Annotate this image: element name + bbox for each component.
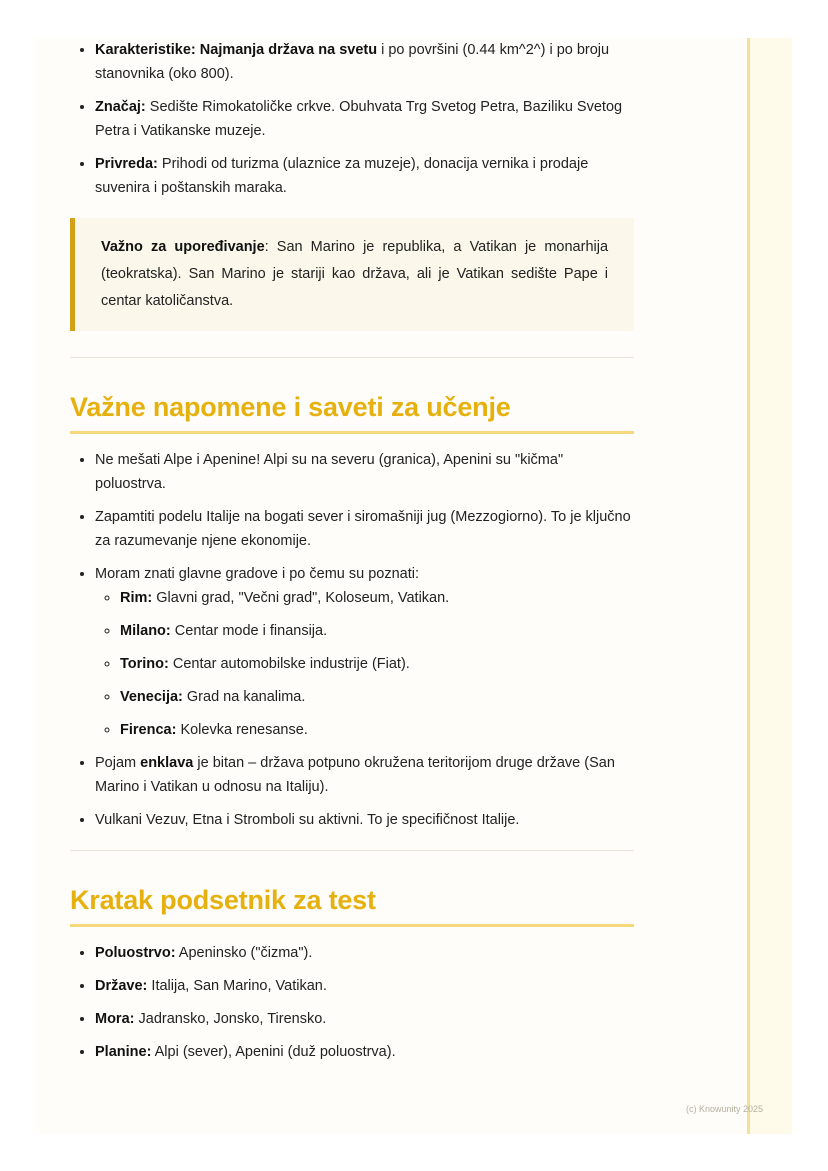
city-label: Milano: <box>120 623 171 639</box>
list-item <box>120 718 634 742</box>
item-text: Prihodi od turizma (ulaznice za muzeje), donacija vernika i prodaje suvenira i poštanskih maraka. <box>95 156 589 196</box>
list-item <box>95 152 634 200</box>
list-item <box>95 941 634 965</box>
item-text: Sedište Rimokatoličke crkve. Obuhvata Trg Svetog Petra, Baziliku Svetog Petra i Vatikanske muzeje. <box>95 99 623 139</box>
document-content <box>70 38 634 1073</box>
test-list <box>70 941 634 1064</box>
item-label: Poluostrvo: <box>95 945 176 961</box>
item-bold-term: enklava <box>140 755 194 771</box>
city-text: Kolevka renesanse. <box>176 722 308 738</box>
list-item: • Ne mešati Alpe i Apenine! Alpi su na severu (granica), Apenini su "kičma" poluostrva. <box>95 448 634 496</box>
city-label: Firenca: <box>120 722 177 738</box>
city-label: Venecija: <box>120 689 183 705</box>
list-item <box>95 1040 634 1064</box>
list-item <box>95 1007 634 1031</box>
item-text: Moram znati glavne gradove i po čemu su poznati: <box>95 566 420 582</box>
item-label: Značaj: <box>95 99 146 115</box>
list-item <box>120 652 634 676</box>
item-text: Italija, San Marino, Vatikan. <box>147 978 327 994</box>
comparison-callout <box>70 218 634 331</box>
vatikan-list <box>70 38 634 200</box>
sidebar-divider <box>747 38 750 1134</box>
list-item <box>120 619 634 643</box>
city-text: Centar mode i finansija. <box>170 623 328 639</box>
list-item: • Vulkani Vezuv, Etna i Stromboli su aktivni. To je specifičnost Italije. <box>95 808 634 832</box>
city-text: Centar automobilske industrije (Fiat). <box>168 656 410 672</box>
list-item <box>95 974 634 998</box>
city-text: Grad na kanalima. <box>182 689 306 705</box>
item-label: Planine: <box>95 1044 152 1060</box>
list-item: • Zapamtiti podelu Italije na bogati sever i siromašniji jug (Mezzogiorno). To je ključno za razumevanje njene ekonomije. <box>95 505 634 553</box>
item-text: Apeninsko ("čizma"). <box>175 945 313 961</box>
callout-text: : San Marino je republika, a Vatikan je monarhija (teokratska). San Marino je stariji kao država, ali je Vatikan sedište Pape i centar katoličanstva. <box>101 239 609 309</box>
section-heading-test: Kratak podsetnik za test <box>70 885 634 927</box>
item-label: Karakteristike: <box>95 42 196 58</box>
right-sidebar-strip <box>749 38 792 1134</box>
item-text: je bitan – država potpuno okružena teritorijom druge države (San Marino i Vatikan u odnosu na Italiju). <box>95 755 615 795</box>
copyright-watermark: (c) Knowunity 2025 <box>686 1104 764 1114</box>
city-label: Torino: <box>120 656 169 672</box>
cities-list <box>95 586 634 742</box>
item-text: Alpi (sever), Apenini (duž poluostrva). <box>151 1044 396 1060</box>
section-divider <box>70 357 634 358</box>
list-item <box>95 562 634 742</box>
callout-label: Važno za upoređivanje <box>101 239 265 255</box>
item-label: Države: <box>95 978 148 994</box>
item-bold-text: Najmanja država na svetu <box>195 42 378 58</box>
item-label: Mora: <box>95 1011 135 1027</box>
item-text: Pojam <box>95 755 141 771</box>
city-text: Glavni grad, "Večni grad", Koloseum, Vatikan. <box>152 590 450 606</box>
item-text: i po površini (0.44 km^2^) i po broju stanovnika (oko 800). <box>95 42 610 82</box>
tips-list <box>70 448 634 832</box>
item-text: Jadransko, Jonsko, Tirensko. <box>134 1011 327 1027</box>
list-item <box>95 95 634 143</box>
list-item <box>95 751 634 799</box>
section-divider <box>70 850 634 851</box>
list-item <box>120 586 634 610</box>
city-label: Rim: <box>120 590 153 606</box>
list-item <box>120 685 634 709</box>
item-label: Privreda: <box>95 156 158 172</box>
section-heading-tips: Važne napomene i saveti za učenje <box>70 392 634 434</box>
list-item <box>95 38 634 86</box>
